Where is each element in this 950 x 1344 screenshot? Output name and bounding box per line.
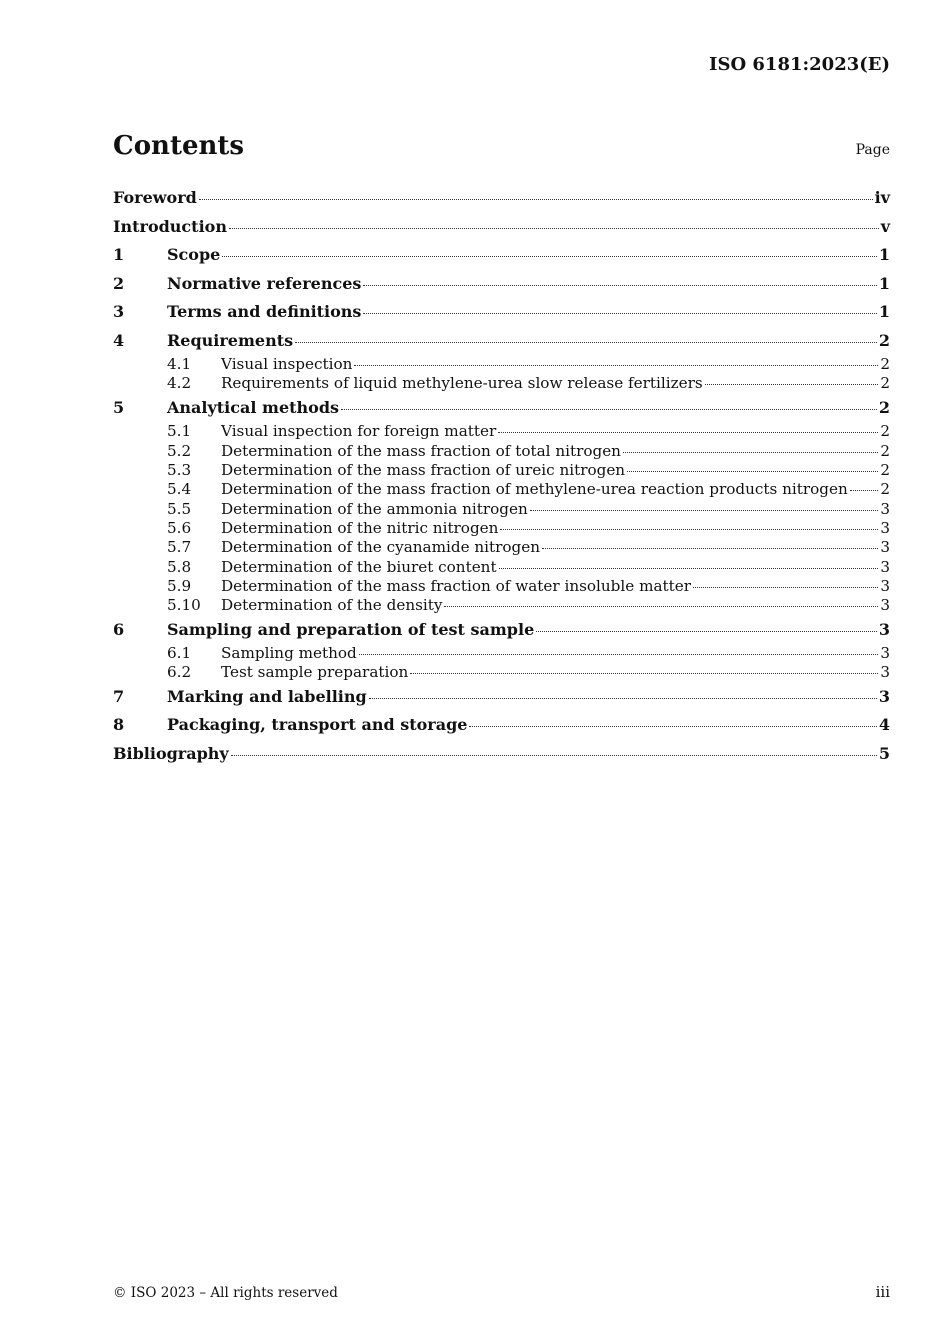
- toc-entry-number: 4.2: [167, 374, 192, 393]
- toc-entry-page: 1: [878, 245, 890, 264]
- toc-entry-title[interactable]: Foreword: [113, 188, 197, 207]
- toc-entry-title[interactable]: Introduction: [113, 216, 227, 236]
- toc-entry-number: 5.6: [167, 518, 192, 537]
- toc-entry-title[interactable]: Sampling and preparation of test sample: [167, 619, 535, 639]
- toc-entry-title[interactable]: Analytical methods: [167, 397, 340, 417]
- toc-entry-title[interactable]: Test sample preparation: [221, 663, 409, 682]
- contents-title: Contents: [113, 131, 245, 161]
- toc-entry-title[interactable]: Bibliography: [113, 743, 229, 763]
- toc-entry-title[interactable]: Determination of the ammonia nitrogen: [221, 499, 528, 518]
- toc-entry-page: v: [880, 216, 890, 236]
- toc-entry[interactable]: [113, 683, 890, 712]
- toc-entry-number: 5.5: [167, 499, 192, 518]
- toc-entry[interactable]: [113, 740, 890, 769]
- toc-entry[interactable]: [113, 663, 890, 682]
- toc-entry-page: 3: [880, 644, 890, 663]
- toc-entry-page: 2: [880, 441, 890, 460]
- toc-entry-title[interactable]: Visual inspection: [221, 355, 353, 373]
- toc-entry-number: 4.1: [167, 355, 192, 373]
- toc-entry-page: 5: [878, 743, 890, 763]
- toc-entry[interactable]: [113, 442, 890, 461]
- toc-entry[interactable]: [113, 519, 890, 538]
- toc-entry-title[interactable]: Scope: [167, 245, 221, 264]
- toc-entry-page: 1: [878, 273, 890, 293]
- toc-entry-title[interactable]: Determination of the density: [221, 596, 443, 615]
- toc-leader-dots: [623, 452, 878, 453]
- toc-entry[interactable]: [113, 500, 890, 519]
- toc-entry[interactable]: [113, 538, 890, 557]
- toc-entry-title[interactable]: Sampling method: [221, 644, 357, 663]
- toc-leader-dots: [469, 726, 876, 727]
- toc-entry-title[interactable]: Determination of the mass fraction of ureic nitrogen: [221, 460, 626, 479]
- toc-leader-dots: [199, 199, 873, 200]
- toc-entry[interactable]: [113, 644, 890, 663]
- toc-entry-number: 8: [113, 715, 125, 735]
- toc-leader-dots: [693, 587, 878, 588]
- toc-entry-page: 2: [880, 480, 890, 499]
- toc-entry-number: 7: [113, 686, 125, 706]
- toc-leader-dots: [705, 384, 879, 385]
- toc-leader-dots: [444, 606, 878, 607]
- toc-entry-page: 3: [880, 596, 890, 615]
- toc-leader-dots: [295, 342, 877, 343]
- toc-entry-page: 3: [880, 663, 890, 682]
- toc-entry[interactable]: [113, 577, 890, 596]
- toc-entry-number: 1: [113, 245, 125, 264]
- toc-entry[interactable]: [113, 394, 890, 423]
- toc-entry-number: 5.7: [167, 538, 192, 557]
- toc-leader-dots: [363, 313, 876, 314]
- toc-entry[interactable]: [113, 355, 890, 374]
- toc-entry[interactable]: [113, 374, 890, 393]
- toc-leader-dots: [359, 654, 879, 655]
- toc-entry-title[interactable]: Marking and labelling: [167, 686, 367, 706]
- toc-entry-title[interactable]: Determination of the cyanamide nitrogen: [221, 538, 541, 557]
- toc-entry-number: 5.3: [167, 460, 192, 479]
- toc-entry-page: 3: [878, 619, 890, 639]
- toc-entry[interactable]: [113, 596, 890, 615]
- toc-entry-title[interactable]: Visual inspection for foreign matter: [221, 422, 497, 441]
- toc-entry-title[interactable]: Requirements of liquid methylene-urea slow release fertilizers: [221, 374, 703, 393]
- toc-entry-title[interactable]: Determination of the mass fraction of methylene-urea reaction products nitrogen: [221, 480, 848, 499]
- toc-entry[interactable]: [113, 422, 890, 441]
- toc-entry-number: 5: [113, 397, 125, 417]
- toc-entry[interactable]: [113, 213, 890, 242]
- toc-entry-number: 6.1: [167, 644, 192, 663]
- toc-leader-dots: [369, 698, 877, 699]
- toc-leader-dots: [222, 256, 877, 257]
- toc-entry-page: 3: [880, 557, 890, 576]
- toc-entry-number: 5.10: [167, 596, 201, 615]
- toc-entry-number: 5.1: [167, 422, 192, 441]
- toc-entry-page: 2: [878, 330, 890, 350]
- toc-leader-dots: [530, 510, 879, 511]
- copyright-notice: © ISO 2023 – All rights reserved: [113, 1285, 338, 1301]
- toc-entry-page: 3: [880, 538, 890, 557]
- toc-entry-page: iv: [874, 188, 890, 207]
- toc-leader-dots: [500, 529, 878, 530]
- toc-entry-number: 3: [113, 302, 125, 321]
- toc-entry-number: 4: [113, 330, 125, 350]
- toc-entry-title[interactable]: Determination of the nitric nitrogen: [221, 518, 499, 537]
- toc-entry-number: 5.4: [167, 480, 192, 499]
- table-of-contents: [113, 184, 890, 768]
- page-column-label: Page: [855, 142, 890, 158]
- toc-entry[interactable]: [113, 711, 890, 740]
- toc-leader-dots: [627, 471, 878, 472]
- toc-entry-number: 5.8: [167, 557, 192, 576]
- toc-entry-title[interactable]: Terms and definitions: [167, 302, 362, 321]
- toc-entry-number: 5.2: [167, 441, 192, 460]
- toc-leader-dots: [499, 568, 879, 569]
- toc-entry-page: 2: [880, 422, 890, 441]
- toc-entry-title[interactable]: Determination of the mass fraction of total nitrogen: [221, 441, 621, 460]
- toc-leader-dots: [229, 228, 879, 229]
- toc-entry[interactable]: [113, 461, 890, 480]
- toc-entry-number: 2: [113, 273, 125, 293]
- toc-entry-number: 5.9: [167, 576, 192, 595]
- toc-entry-number: 6: [113, 619, 125, 639]
- toc-leader-dots: [354, 365, 878, 366]
- toc-entry[interactable]: [113, 327, 890, 356]
- page-number: iii: [875, 1283, 890, 1301]
- toc-entry[interactable]: [113, 241, 890, 270]
- toc-entry-title[interactable]: Requirements: [167, 330, 294, 350]
- toc-entry-title[interactable]: Normative references: [167, 273, 362, 293]
- toc-entry-page: 2: [880, 460, 890, 479]
- toc-entry-page: 2: [880, 355, 890, 373]
- toc-entry[interactable]: [113, 298, 890, 327]
- toc-entry[interactable]: [113, 184, 890, 213]
- toc-leader-dots: [498, 432, 878, 433]
- toc-entry-page: 3: [880, 518, 890, 537]
- toc-entry-page: 3: [880, 499, 890, 518]
- toc-entry-page: 2: [880, 374, 890, 393]
- toc-entry-page: 2: [878, 397, 890, 417]
- toc-entry[interactable]: [113, 616, 890, 645]
- toc-entry[interactable]: [113, 480, 890, 499]
- toc-entry-number: 6.2: [167, 663, 192, 682]
- toc-leader-dots: [231, 755, 877, 756]
- toc-entry-title[interactable]: Packaging, transport and storage: [167, 715, 468, 735]
- toc-leader-dots: [341, 409, 877, 410]
- toc-entry-page: 3: [878, 686, 890, 706]
- toc-leader-dots: [542, 548, 878, 549]
- toc-entry-page: 4: [878, 715, 890, 735]
- toc-entry-title[interactable]: Determination of the mass fraction of water insoluble matter: [221, 576, 691, 595]
- toc-leader-dots: [850, 490, 879, 491]
- toc-entry-title[interactable]: Determination of the biuret content: [221, 557, 497, 576]
- toc-leader-dots: [536, 631, 877, 632]
- document-id: ISO 6181:2023(E): [709, 54, 890, 75]
- toc-leader-dots: [363, 285, 876, 286]
- toc-entry-page: 1: [878, 302, 890, 321]
- toc-entry[interactable]: [113, 270, 890, 299]
- toc-leader-dots: [410, 673, 878, 674]
- toc-entry-page: 3: [880, 576, 890, 595]
- toc-entry[interactable]: [113, 558, 890, 577]
